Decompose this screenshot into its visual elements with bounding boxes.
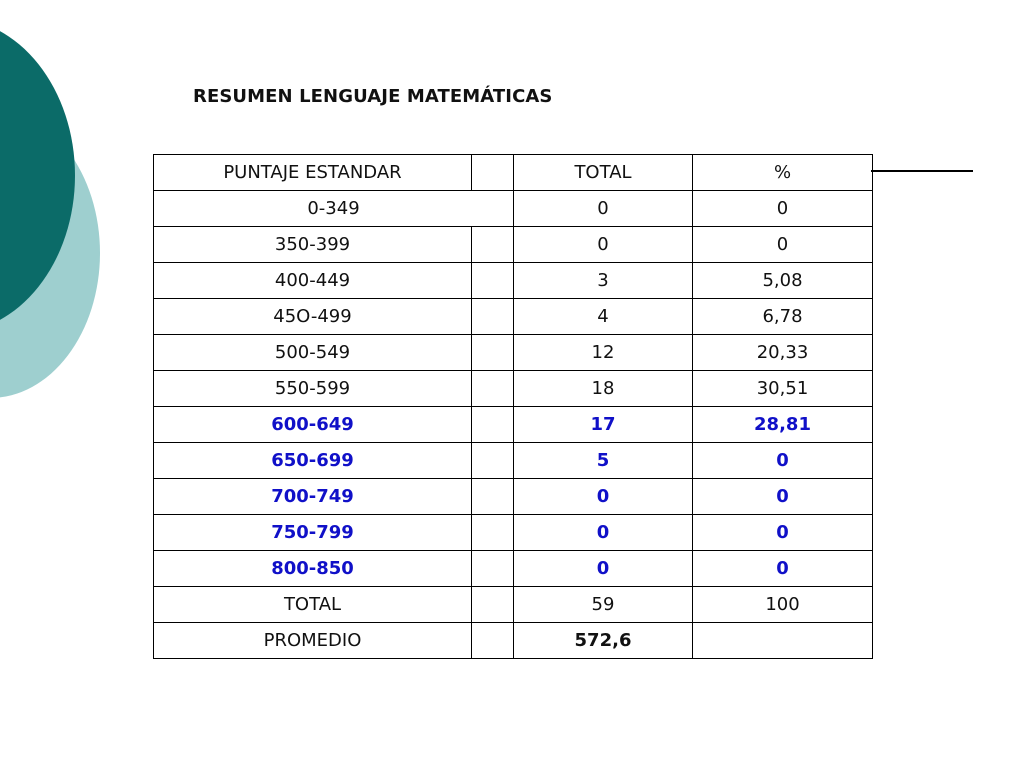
total-cell: 0	[514, 479, 693, 515]
table-row-highlighted	[154, 479, 873, 515]
empty-cell	[472, 587, 514, 623]
percent-cell: 0	[693, 443, 873, 479]
empty-cell	[472, 443, 514, 479]
score-summary-table	[153, 154, 873, 659]
total-cell: 0	[514, 515, 693, 551]
empty-cell	[472, 551, 514, 587]
percent-cell: 0	[693, 479, 873, 515]
table-row-highlighted	[154, 407, 873, 443]
total-cell: 3	[514, 263, 693, 299]
range-cell: 400-449	[154, 263, 472, 299]
empty-cell	[693, 623, 873, 659]
percent-cell: 6,78	[693, 299, 873, 335]
header-percent: %	[693, 155, 873, 191]
percent-cell: 0	[693, 551, 873, 587]
range-cell: 750-799	[154, 515, 472, 551]
table-row-highlighted	[154, 551, 873, 587]
total-cell: 12	[514, 335, 693, 371]
empty-cell	[472, 335, 514, 371]
empty-cell	[472, 479, 514, 515]
average-label: PROMEDIO	[154, 623, 472, 659]
range-cell: 700-749	[154, 479, 472, 515]
empty-cell	[472, 407, 514, 443]
percent-cell: 5,08	[693, 263, 873, 299]
percent-cell: 20,33	[693, 335, 873, 371]
range-cell: 800-850	[154, 551, 472, 587]
empty-cell	[472, 263, 514, 299]
header-empty-cell	[472, 155, 514, 191]
table-row	[154, 299, 873, 335]
total-cell: 18	[514, 371, 693, 407]
total-cell: 0	[514, 551, 693, 587]
table-row	[154, 227, 873, 263]
table-header-row	[154, 155, 873, 191]
empty-cell	[472, 227, 514, 263]
total-cell: 5	[514, 443, 693, 479]
table-row-highlighted	[154, 515, 873, 551]
table-row	[154, 263, 873, 299]
average-value: 572,6	[514, 623, 693, 659]
slide-title: RESUMEN LENGUAJE MATEMÁTICAS	[193, 86, 553, 107]
table-row	[154, 335, 873, 371]
percent-cell: 0	[693, 191, 873, 227]
range-cell: 45O-499	[154, 299, 472, 335]
table-row-highlighted	[154, 443, 873, 479]
total-count: 59	[514, 587, 693, 623]
range-cell: 550-599	[154, 371, 472, 407]
total-cell: 0	[514, 227, 693, 263]
table-row	[154, 371, 873, 407]
average-row	[154, 623, 873, 659]
total-cell: 0	[514, 191, 693, 227]
percent-cell: 28,81	[693, 407, 873, 443]
total-cell: 17	[514, 407, 693, 443]
range-cell: 0-349	[154, 191, 514, 227]
header-range: PUNTAJE ESTANDAR	[154, 155, 472, 191]
empty-cell	[472, 515, 514, 551]
range-cell: 350-399	[154, 227, 472, 263]
empty-cell	[472, 299, 514, 335]
percent-cell: 0	[693, 515, 873, 551]
header-total: TOTAL	[514, 155, 693, 191]
total-label: TOTAL	[154, 587, 472, 623]
header-rule-line	[871, 170, 973, 172]
range-cell: 500-549	[154, 335, 472, 371]
table-row	[154, 191, 873, 227]
empty-cell	[472, 623, 514, 659]
percent-cell: 30,51	[693, 371, 873, 407]
total-cell: 4	[514, 299, 693, 335]
total-percent: 100	[693, 587, 873, 623]
empty-cell	[472, 371, 514, 407]
range-cell: 650-699	[154, 443, 472, 479]
percent-cell: 0	[693, 227, 873, 263]
total-row	[154, 587, 873, 623]
range-cell: 600-649	[154, 407, 472, 443]
